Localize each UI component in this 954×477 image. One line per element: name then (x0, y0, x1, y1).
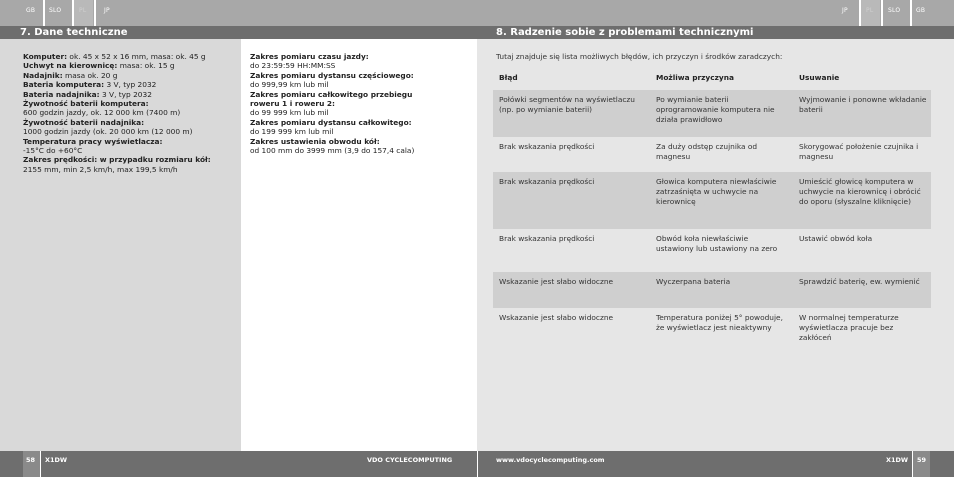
table-row (493, 172, 931, 229)
spec-value: do 199 999 km lub mil (250, 127, 334, 137)
spec-line (250, 118, 414, 127)
footer-divider (40, 451, 41, 477)
remedy-cell: W normalnej temperaturze wyświetlacza pracuje bez zakłóceń (799, 313, 899, 342)
spec-value: do 999,99 km lub mil (250, 80, 329, 90)
table-row (493, 137, 931, 172)
spec-line (23, 90, 211, 99)
table-row (493, 229, 931, 272)
spec-line (250, 99, 414, 108)
cause-cell: Po wymianie baterii oprogramowanie komputera nie działa prawidłowo (656, 95, 775, 124)
column-header-remedy: Usuwanie (799, 73, 840, 82)
spec-value: 1000 godzin jazdy (ok. 20 000 km (12 000 m) (23, 127, 193, 137)
spec-line (23, 80, 211, 89)
remedy-cell: Skorygować położenie czujnika i magnesu (799, 142, 919, 161)
cause-cell: Temperatura poniżej 5° powoduje, że wyświetlacz jest nieaktywny (656, 313, 783, 332)
remedy-cell: Sprawdzić baterię, ew. wymienić (799, 277, 920, 286)
section-7-title: 7. Dane techniczne (20, 27, 128, 38)
spec-label: roweru 1 i roweru 2: (250, 99, 336, 109)
spec-label: Zakres pomiaru dystansu całkowitego: (250, 117, 412, 127)
brand-name: VDO CYCLECOMPUTING (367, 456, 453, 464)
spec-line (250, 108, 414, 117)
lang-jp-left[interactable]: JP (104, 7, 110, 14)
remedy-cell: Umieścić głowicę komputera w uchwycie na kierownicę i obrócić do oporu (słyszalne kliknięcie) (799, 177, 921, 206)
spec-label: Bateria nadajnika: (23, 89, 100, 99)
spec-label: Komputer: (23, 52, 68, 61)
spec-label: Temperatura pracy wyświetlacza: (23, 136, 163, 146)
spec-label: Żywotność baterii komputera: (23, 99, 149, 109)
lang-pl-left[interactable]: PL (79, 7, 87, 14)
right-page-number-box (913, 451, 930, 477)
spec-value: 3 V, typ 2032 (104, 80, 157, 90)
section-7-header (0, 26, 477, 39)
lang-gb-left[interactable]: GB (26, 7, 36, 14)
table-header (496, 70, 931, 88)
remedy-cell: Wyjmowanie i ponowne wkładanie baterii (799, 95, 927, 114)
cause-cell: Za duży odstęp czujnika od magnesu (656, 142, 758, 161)
spec-line (250, 146, 414, 155)
lang-pl-right[interactable]: PL (866, 7, 874, 14)
spec-value: masa ok. 20 g (62, 70, 118, 80)
spec-label: Zakres pomiaru dystansu częściowego: (250, 70, 414, 80)
spec-line (23, 71, 211, 80)
cause-cell: Wyczerpana bateria (656, 277, 731, 286)
spec-label: Zakres pomiaru czasu jazdy: (250, 52, 369, 61)
lang-divider (881, 0, 883, 26)
spec-label: Żywotność baterii nadajnika: (23, 117, 145, 127)
troubleshooting-intro: Tutaj znajduje się lista możliwych błędów, ich przyczyn i środków zaradczych: (496, 52, 783, 61)
right-page-number: 59 (917, 456, 927, 464)
lang-divider (94, 0, 96, 26)
spec-line (23, 99, 211, 108)
column-header-error: Błąd (499, 73, 518, 82)
error-cell: Brak wskazania prędkości (499, 177, 595, 186)
left-model-name: X1DW (45, 456, 68, 464)
right-model-name: X1DW (886, 456, 909, 464)
specs-column-1 (23, 52, 211, 174)
spec-line (250, 90, 414, 99)
spec-value: do 99 999 km lub mil (250, 108, 329, 118)
lang-divider (859, 0, 861, 26)
spec-value: od 100 mm do 3999 mm (3,9 do 157,4 cala) (250, 146, 415, 156)
section-8-title: 8. Radzenie sobie z problemami technicznymi (496, 27, 754, 38)
spec-label: Nadajnik: (23, 70, 63, 80)
spec-line (23, 118, 211, 127)
spec-label: Bateria komputera: (23, 80, 105, 90)
spec-line (23, 108, 211, 117)
spec-line (250, 127, 414, 136)
spec-value: 2155 mm, min 2,5 km/h, max 199,5 km/h (23, 164, 178, 174)
spec-value: masa: ok. 15 g (117, 61, 175, 71)
lang-slo-right[interactable]: SLO (888, 7, 901, 14)
spec-line (23, 127, 211, 136)
error-cell: Wskazanie jest słabo widoczne (499, 277, 614, 286)
remedy-cell: Ustawić obwód koła (799, 234, 873, 243)
spec-line (250, 137, 414, 146)
error-cell: Brak wskazania prędkości (499, 142, 595, 151)
table-row (493, 90, 931, 137)
lang-divider (43, 0, 45, 26)
lang-divider (72, 0, 74, 26)
section-8-header (477, 26, 954, 39)
lang-divider (910, 0, 912, 26)
website-url[interactable]: www.vdocyclecomputing.com (496, 456, 605, 464)
spec-value: -15°C do +60°C (23, 146, 83, 156)
lang-jp-right[interactable]: JP (842, 7, 848, 14)
spec-label: Zakres pomiaru całkowitego przebiegu (250, 89, 413, 99)
spec-value: 3 V, typ 2032 (99, 89, 152, 99)
spec-value: do 23:59:59 HH:MM:SS (250, 61, 336, 71)
lang-gb-right[interactable]: GB (916, 7, 926, 14)
spec-line (250, 80, 414, 89)
left-page-number-box (23, 451, 40, 477)
spec-label: Uchwyt na kierownicę: (23, 61, 118, 71)
left-page-number: 58 (26, 456, 36, 464)
spec-line (23, 155, 211, 164)
spec-line (23, 52, 211, 61)
spec-line (250, 52, 414, 61)
spec-label: Zakres ustawienia obwodu kół: (250, 136, 380, 146)
error-cell: Wskazanie jest słabo widoczne (499, 313, 614, 322)
spec-line (250, 61, 414, 70)
error-cell: Połówki segmentów na wyświetlaczu (np. po wymianie baterii) (499, 95, 635, 114)
spec-line (23, 165, 211, 174)
specs-column-2 (250, 52, 414, 155)
lang-slo-left[interactable]: SLO (49, 7, 62, 14)
cause-cell: Głowica komputera niewłaściwie zatrzaśnięta w uchwycie na kierownicę (656, 177, 777, 206)
language-bar (0, 0, 954, 26)
error-cell: Brak wskazania prędkości (499, 234, 595, 243)
column-header-cause: Możliwa przyczyna (656, 73, 734, 82)
table-row (493, 272, 931, 308)
spec-value: ok. 45 x 52 x 16 mm, masa: ok. 45 g (67, 52, 206, 61)
cause-cell: Obwód koła niewłaściwie ustawiony lub ustawiony na zero (656, 234, 778, 253)
footer-center-divider (477, 451, 478, 477)
spec-label: Zakres prędkości: w przypadku rozmiaru kół: (23, 155, 211, 165)
spec-line (250, 71, 414, 80)
spec-line (23, 146, 211, 155)
spec-line (23, 137, 211, 146)
table-row (493, 308, 931, 350)
spec-line (23, 61, 211, 70)
spec-value: 600 godzin jazdy, ok. 12 000 km (7400 m) (23, 108, 181, 118)
page-footer (0, 451, 954, 477)
